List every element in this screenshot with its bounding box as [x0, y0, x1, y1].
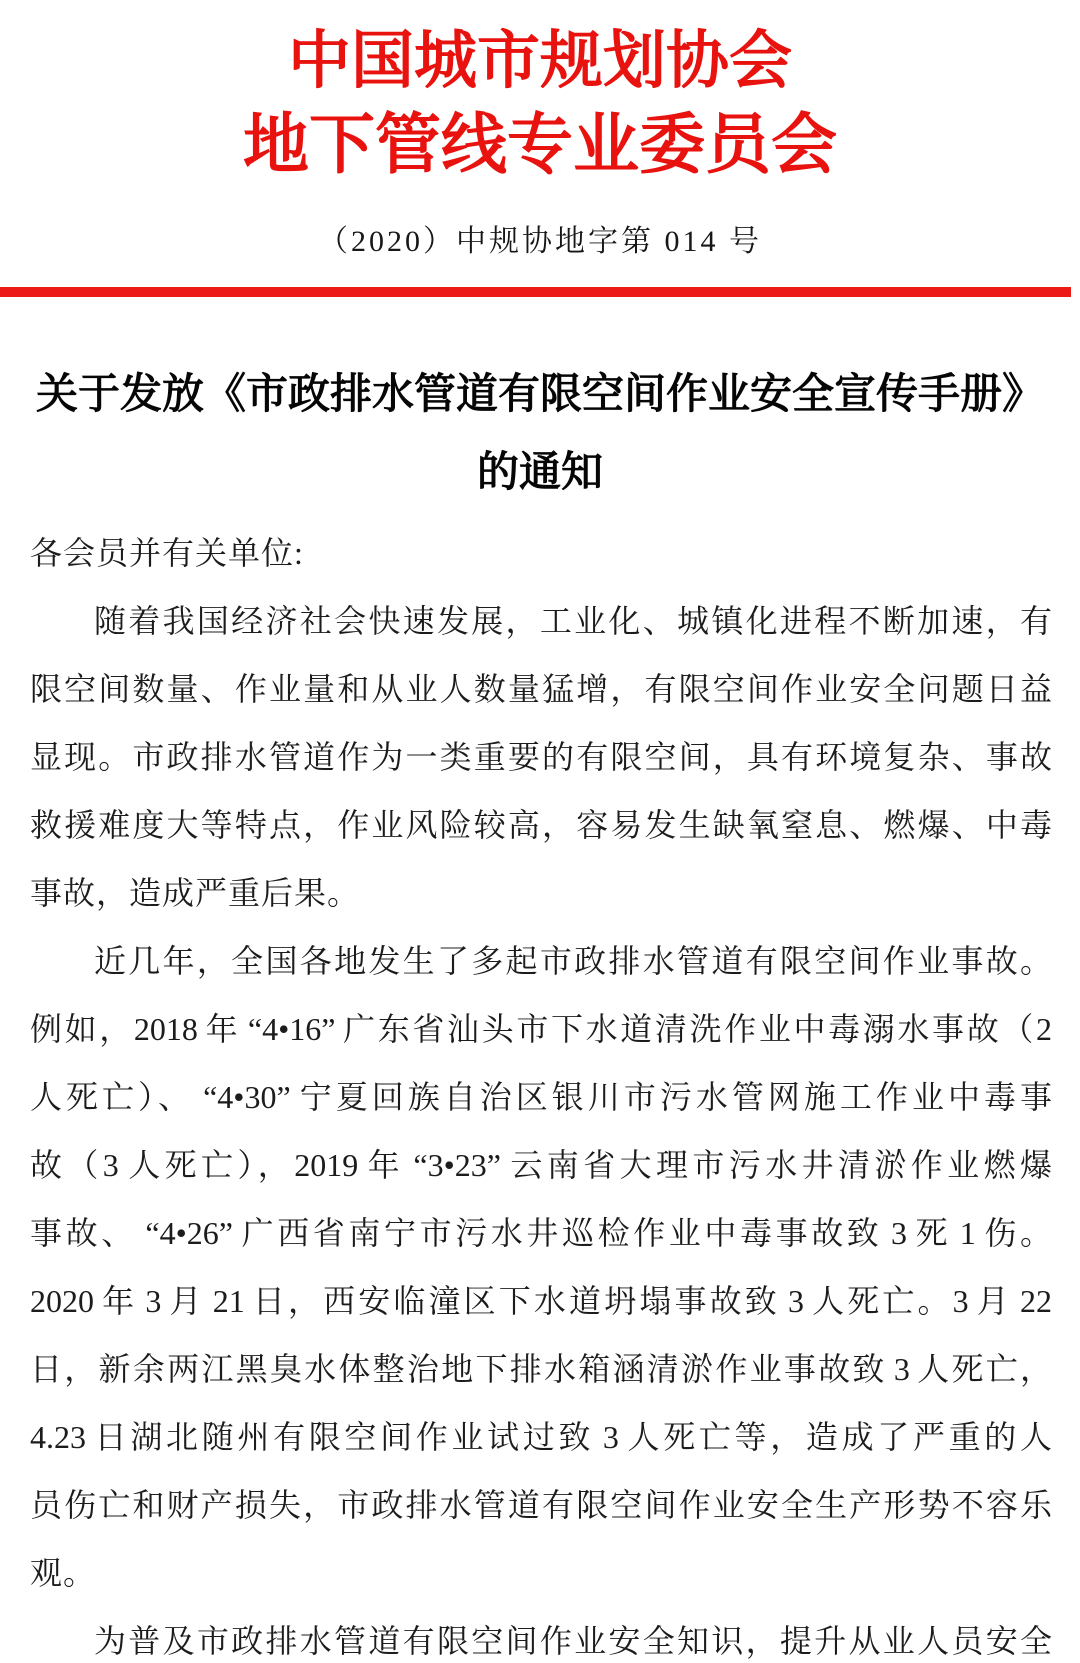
document-number: （2020）中规协地字第 014 号	[318, 225, 762, 258]
body-line: 观。	[30, 1555, 97, 1591]
notice-title-line2: 的通知	[476, 450, 603, 496]
notice-body	[30, 519, 1052, 1663]
body-line: 员伤亡和财产损失，市政排水管道有限空间作业安全生产形势不容乐	[30, 1487, 1052, 1523]
body-line: 事故，造成严重后果。	[30, 875, 361, 911]
red-divider	[0, 287, 1071, 297]
org-name-line1: 中国城市规划协会	[288, 26, 792, 96]
body-line: 近几年，全国各地发生了多起市政排水管道有限空间作业事故。	[94, 943, 1052, 979]
body-line: 日，新余两江黑臭水体整治地下排水箱涵清淤作业事故致 3 人死亡，	[30, 1351, 1052, 1387]
body-line: 2020 年 3 月 21 日，西安临潼区下水道坍塌事故致 3 人死亡。3 月 22	[30, 1283, 1052, 1319]
body-line: 随着我国经济社会快速发展，工业化、城镇化进程不断加速，有	[94, 603, 1052, 639]
salutation: 各会员并有关单位:	[30, 535, 304, 571]
body-line: 故（3 人死亡），2019 年 “3•23” 云南省大理市污水井清淤作业燃爆	[30, 1147, 1052, 1183]
body-line: 人死亡）、 “4•30” 宁夏回族自治区银川市污水管网施工作业中毒事	[30, 1079, 1052, 1115]
body-line: 事故、 “4•26” 广西省南宁市污水井巡检作业中毒事故致 3 死 1 伤。	[30, 1215, 1052, 1251]
body-line: 例如，2018 年 “4•16” 广东省汕头市下水道清洗作业中毒溺水事故（2	[30, 1011, 1052, 1047]
body-line: 4.23 日湖北随州有限空间作业试过致 3 人死亡等，造成了严重的人	[30, 1419, 1052, 1455]
body-line: 为普及市政排水管道有限空间作业安全知识，提升从业人员安全	[94, 1623, 1052, 1659]
body-line: 限空间数量、作业量和从业人数量猛增，有限空间作业安全问题日益	[30, 671, 1052, 707]
body-line: 救援难度大等特点，作业风险较高，容易发生缺氧窒息、燃爆、中毒	[30, 807, 1052, 843]
body-line: 显现。市政排水管道作为一类重要的有限空间，具有环境复杂、事故	[30, 739, 1052, 775]
notice-title-line1: 关于发放《市政排水管道有限空间作业安全宣传手册》	[35, 372, 1044, 418]
org-name-line2: 地下管线专业委员会	[243, 109, 837, 182]
